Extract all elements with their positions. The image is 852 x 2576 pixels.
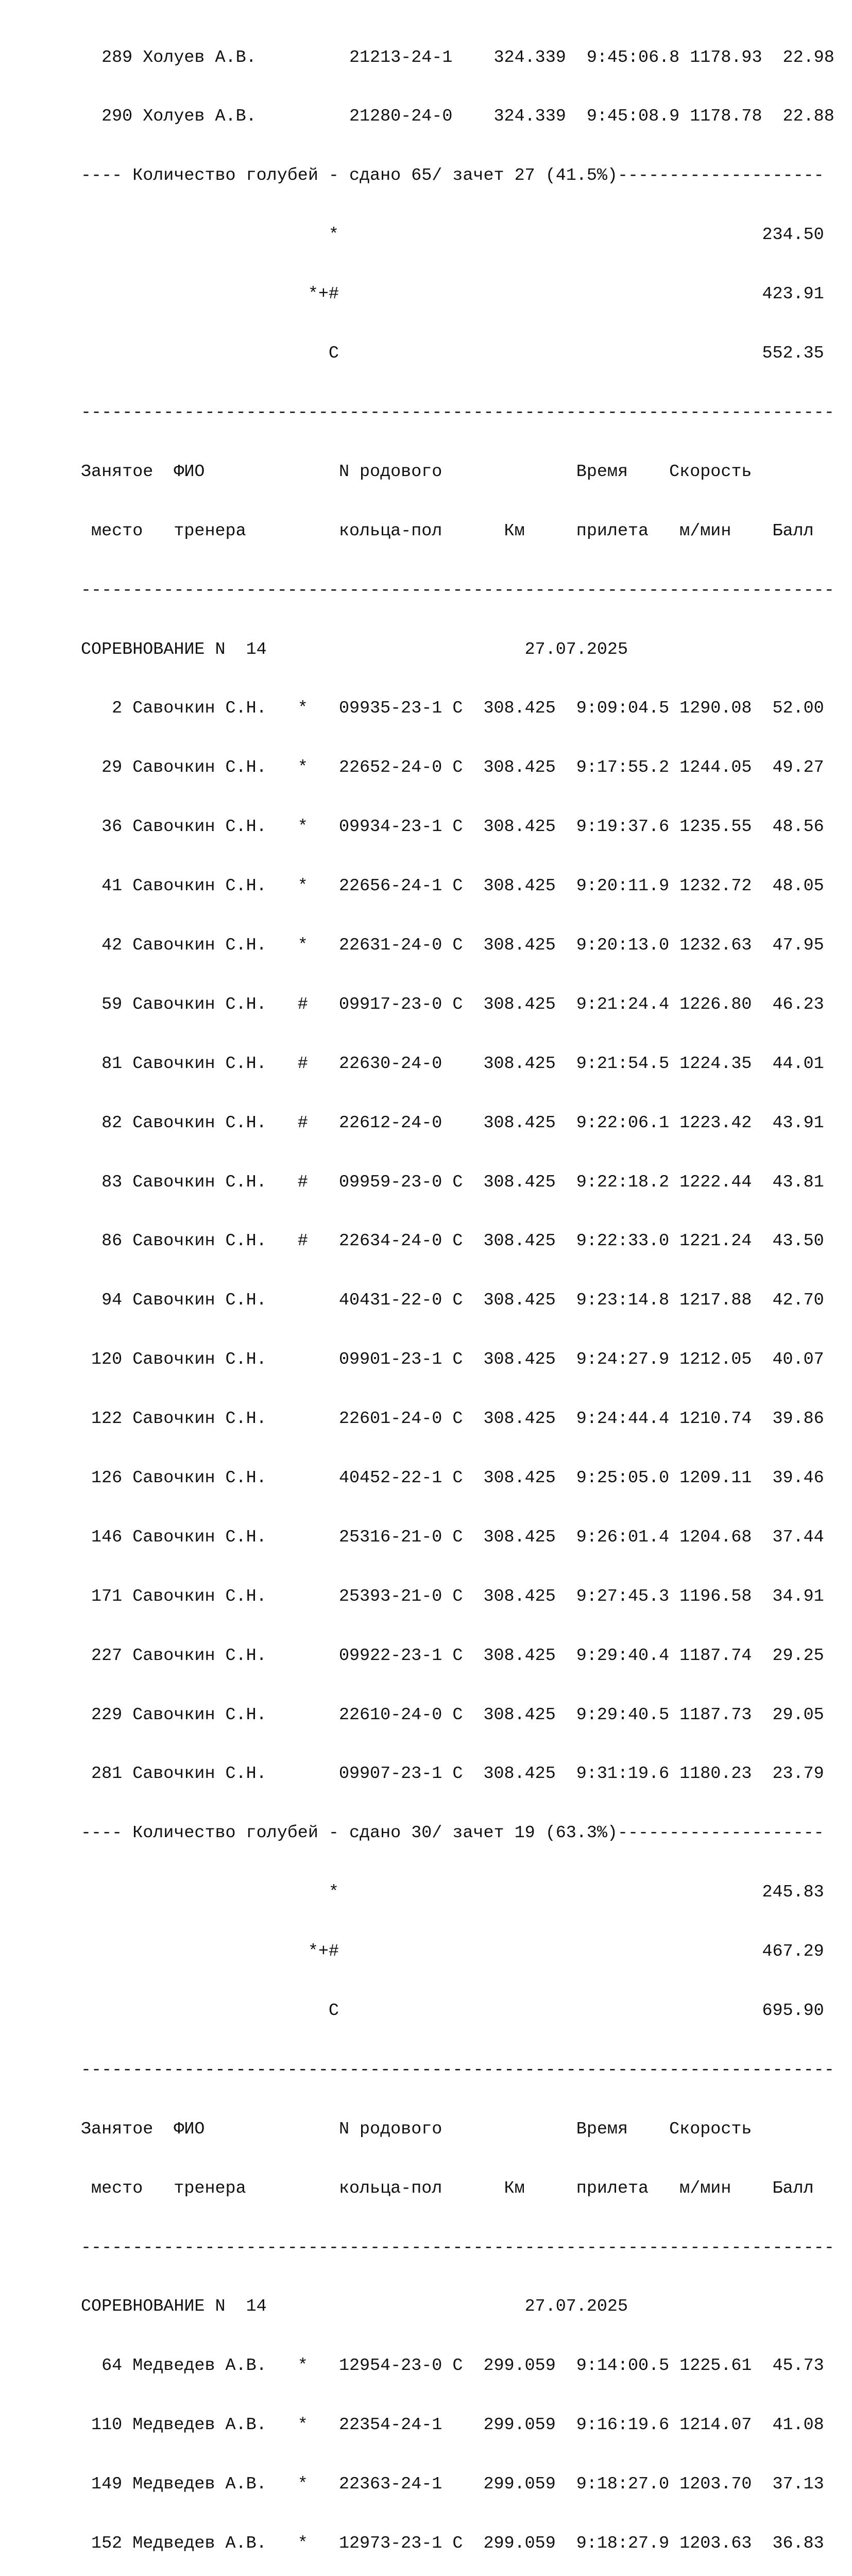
column-header-line: место тренера кольца-пол Км прилета м/мин Балл — [81, 2178, 814, 2198]
result-row: 36 Савочкин С.Н. * 09934-23-1 С 308.425 9:19:37.6 1235.55 48.56 — [81, 817, 824, 837]
result-row: 289 Холуев А.В. 21213-24-1 324.339 9:45:06.8 1178.93 22.98 — [81, 47, 834, 67]
summary-total-line: *+# 423.91 — [81, 284, 824, 304]
result-row: 126 Савочкин С.Н. 40452-22-1 С 308.425 9:25:05.0 1209.11 39.46 — [81, 1468, 824, 1488]
result-row: 229 Савочкин С.Н. 22610-24-0 С 308.425 9:29:40.5 1187.73 29.05 — [81, 1705, 824, 1725]
result-row: 94 Савочкин С.Н. 40431-22-0 С 308.425 9:23:14.8 1217.88 42.70 — [81, 1291, 824, 1311]
summary-count-line: ---- Количество голубей - сдано 65/ зачет 27 (41.5%)-------------------- — [81, 166, 824, 186]
result-row: 152 Медведев А.В. * 12973-23-1 С 299.059 9:18:27.9 1203.63 36.83 — [81, 2534, 824, 2553]
result-row: 86 Савочкин С.Н. # 22634-24-0 С 308.425 9:22:33.0 1221.24 43.50 — [81, 1231, 824, 1251]
result-row: 41 Савочкин С.Н. * 22656-24-1 С 308.425 9:20:11.9 1232.72 48.05 — [81, 876, 824, 896]
result-row: 83 Савочкин С.Н. # 09959-23-0 С 308.425 9:22:18.2 1222.44 43.81 — [81, 1172, 824, 1192]
summary-total-line: *+# 467.29 — [81, 1942, 824, 1962]
result-row: 42 Савочкин С.Н. * 22631-24-0 С 308.425 9:20:13.0 1232.63 47.95 — [81, 935, 824, 955]
divider-line: ------------------------------------------------------------------------- — [81, 402, 834, 422]
result-row: 120 Савочкин С.Н. 09901-23-1 С 308.425 9:24:27.9 1212.05 40.07 — [81, 1350, 824, 1370]
summary-total-line: * 245.83 — [81, 1883, 824, 1903]
summary-total-line: * 234.50 — [81, 225, 824, 245]
result-row: 149 Медведев А.В. * 22363-24-1 299.059 9:18:27.0 1203.70 37.13 — [81, 2475, 824, 2495]
summary-total-line: С 552.35 — [81, 344, 824, 364]
results-printout — [81, 8, 834, 2576]
result-row: 122 Савочкин С.Н. 22601-24-0 С 308.425 9:24:44.4 1210.74 39.86 — [81, 1409, 824, 1429]
column-header-line: Занятое ФИО N родового Время Скорость — [81, 2119, 752, 2139]
result-row: 146 Савочкин С.Н. 25316-21-0 С 308.425 9:26:01.4 1204.68 37.44 — [81, 1527, 824, 1547]
column-header-line: Занятое ФИО N родового Время Скорость — [81, 462, 752, 482]
result-row: 290 Холуев А.В. 21280-24-0 324.339 9:45:08.9 1178.78 22.88 — [81, 107, 834, 127]
competition-heading: СОРЕВНОВАНИЕ N 14 27.07.2025 — [81, 639, 628, 659]
divider-line: ------------------------------------------------------------------------- — [81, 580, 834, 600]
result-row: 59 Савочкин С.Н. # 09917-23-0 С 308.425 9:21:24.4 1226.80 46.23 — [81, 994, 824, 1014]
result-row: 110 Медведев А.В. * 22354-24-1 299.059 9:16:19.6 1214.07 41.08 — [81, 2415, 824, 2435]
result-row: 64 Медведев А.В. * 12954-23-0 С 299.059 9:14:00.5 1225.61 45.73 — [81, 2356, 824, 2376]
summary-count-line: ---- Количество голубей - сдано 30/ зачет 19 (63.3%)-------------------- — [81, 1823, 824, 1843]
result-row: 29 Савочкин С.Н. * 22652-24-0 С 308.425 9:17:55.2 1244.05 49.27 — [81, 758, 824, 778]
result-row: 227 Савочкин С.Н. 09922-23-1 С 308.425 9:29:40.4 1187.74 29.25 — [81, 1646, 824, 1666]
divider-line: ------------------------------------------------------------------------- — [81, 2238, 834, 2258]
result-row: 82 Савочкин С.Н. # 22612-24-0 308.425 9:22:06.1 1223.42 43.91 — [81, 1113, 824, 1133]
result-row: 281 Савочкин С.Н. 09907-23-1 С 308.425 9:31:19.6 1180.23 23.79 — [81, 1764, 824, 1784]
summary-total-line: С 695.90 — [81, 2001, 824, 2021]
column-header-line: место тренера кольца-пол Км прилета м/мин Балл — [81, 521, 814, 541]
result-row: 2 Савочкин С.Н. * 09935-23-1 С 308.425 9:09:04.5 1290.08 52.00 — [81, 699, 824, 719]
competition-heading: СОРЕВНОВАНИЕ N 14 27.07.2025 — [81, 2297, 628, 2317]
result-row: 81 Савочкин С.Н. # 22630-24-0 308.425 9:21:54.5 1224.35 44.01 — [81, 1054, 824, 1074]
divider-line: ------------------------------------------------------------------------- — [81, 2060, 834, 2080]
result-row: 171 Савочкин С.Н. 25393-21-0 С 308.425 9:27:45.3 1196.58 34.91 — [81, 1586, 824, 1606]
